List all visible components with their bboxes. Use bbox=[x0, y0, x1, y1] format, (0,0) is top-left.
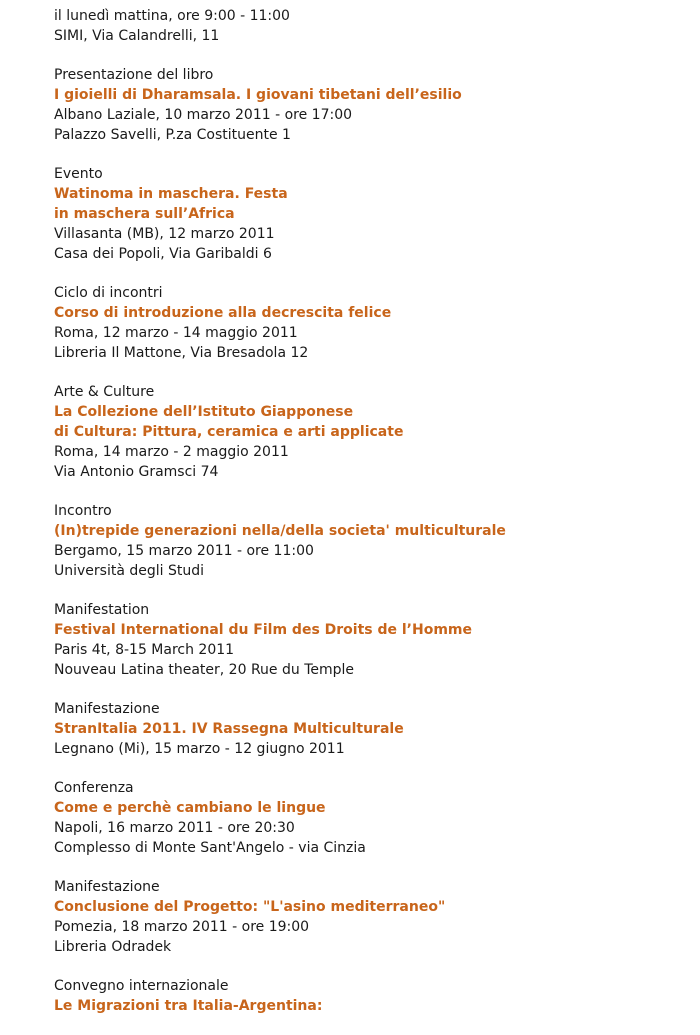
event-date-place: Villasanta (MB), 12 marzo 2011 bbox=[54, 226, 275, 242]
event-title-link[interactable]: Le Migrazioni tra Italia-Argentina: bbox=[54, 998, 323, 1014]
event-title-link[interactable]: I gioielli di Dharamsala. I giovani tibetani dell’esilio bbox=[54, 87, 462, 103]
event-type: Ciclo di incontri bbox=[54, 285, 163, 301]
event-type: Arte & Culture bbox=[54, 384, 155, 400]
event-type: Convegno internazionale bbox=[54, 978, 229, 994]
event-date-place: Legnano (Mi), 15 marzo - 12 giugno 2011 bbox=[54, 741, 345, 757]
event-venue: Libreria Il Mattone, Via Bresadola 12 bbox=[54, 345, 309, 361]
event-venue: Università degli Studi bbox=[54, 563, 205, 579]
event-title-link[interactable]: Conclusione del Progetto: "L'asino mediterraneo" bbox=[54, 899, 446, 915]
event-type: Manifestazione bbox=[54, 879, 160, 895]
event-title-link[interactable]: in maschera sull’Africa bbox=[54, 206, 235, 222]
event-item bbox=[54, 283, 684, 363]
event-venue: Libreria Odradek bbox=[54, 939, 172, 955]
event-title-link[interactable]: Corso di introduzione alla decrescita felice bbox=[54, 305, 392, 321]
event-type: Conferenza bbox=[54, 780, 134, 796]
event-type: Evento bbox=[54, 166, 103, 182]
event-item bbox=[54, 877, 684, 957]
event-title-link[interactable]: La Collezione dell’Istituto Giapponese bbox=[54, 404, 354, 420]
event-venue: Complesso di Monte Sant'Angelo - via Cinzia bbox=[54, 840, 366, 856]
event-item bbox=[54, 382, 684, 482]
event-date-place: Paris 4t, 8-15 March 2011 bbox=[54, 642, 235, 658]
event-title-link[interactable]: (In)trepide generazioni nella/della societa' multiculturale bbox=[54, 523, 506, 539]
event-item bbox=[54, 501, 684, 581]
event-item bbox=[54, 699, 684, 759]
event-type: Incontro bbox=[54, 503, 112, 519]
event-date-place: Albano Laziale, 10 marzo 2011 - ore 17:00 bbox=[54, 107, 353, 123]
event-title-link[interactable]: StranItalia 2011. IV Rassegna Multiculturale bbox=[54, 721, 404, 737]
event-type: Manifestazione bbox=[54, 701, 160, 717]
event-item bbox=[54, 6, 684, 46]
event-venue: Nouveau Latina theater, 20 Rue du Temple bbox=[54, 662, 355, 678]
event-title-link[interactable]: di Cultura: Pittura, ceramica e arti applicate bbox=[54, 424, 404, 440]
event-item bbox=[54, 164, 684, 264]
event-title-link[interactable]: Come e perchè cambiano le lingue bbox=[54, 800, 326, 816]
event-venue: Casa dei Popoli, Via Garibaldi 6 bbox=[54, 246, 272, 262]
event-type: Manifestation bbox=[54, 602, 150, 618]
event-title-link[interactable]: Festival International du Film des Droits de l’Homme bbox=[54, 622, 473, 638]
event-item bbox=[54, 778, 684, 858]
event-item bbox=[54, 600, 684, 680]
event-venue: Via Antonio Gramsci 74 bbox=[54, 464, 219, 480]
event-date-place: Roma, 14 marzo - 2 maggio 2011 bbox=[54, 444, 289, 460]
event-item bbox=[54, 65, 684, 145]
event-list bbox=[54, 6, 684, 1035]
event-date-place: Pomezia, 18 marzo 2011 - ore 19:00 bbox=[54, 919, 310, 935]
event-date-place: Bergamo, 15 marzo 2011 - ore 11:00 bbox=[54, 543, 314, 559]
event-venue: Palazzo Savelli, P.za Costituente 1 bbox=[54, 127, 291, 143]
event-type: Presentazione del libro bbox=[54, 67, 214, 83]
event-venue: SIMI, Via Calandrelli, 11 bbox=[54, 28, 220, 44]
event-date-place: il lunedì mattina, ore 9:00 - 11:00 bbox=[54, 8, 290, 24]
event-date-place: Napoli, 16 marzo 2011 - ore 20:30 bbox=[54, 820, 295, 836]
event-title-link[interactable]: Watinoma in maschera. Festa bbox=[54, 186, 288, 202]
event-date-place: Roma, 12 marzo - 14 maggio 2011 bbox=[54, 325, 298, 341]
event-item bbox=[54, 976, 684, 1016]
